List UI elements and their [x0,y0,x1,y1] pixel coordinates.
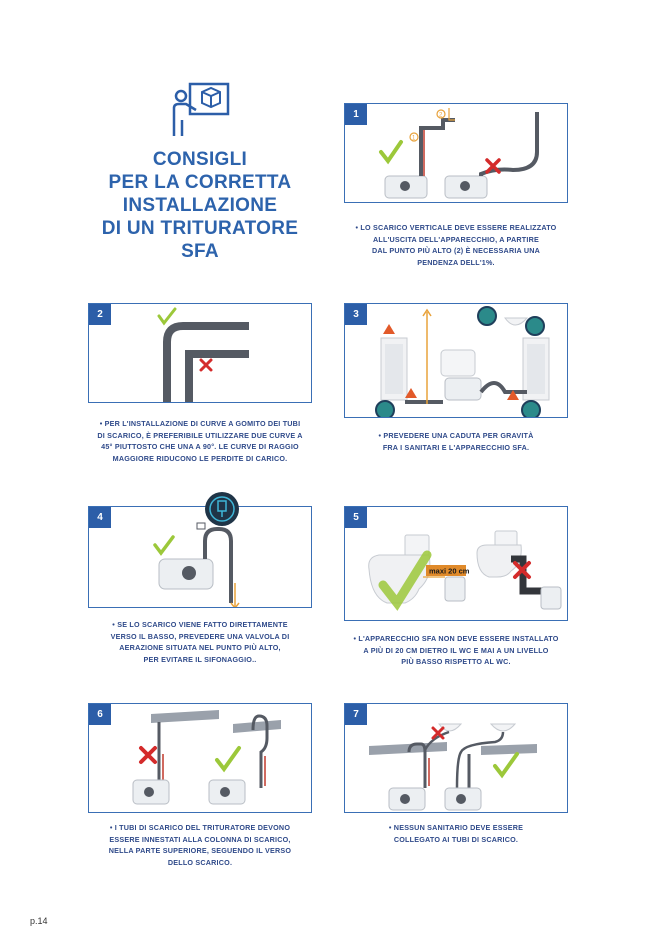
panel-4-illustration [89,507,312,608]
marker-1-label: 1 [412,135,416,142]
panel-5-caption: • L'APPARECCHIO SFA NON DEVE ESSERE INSTALLATO A PIÙ DI 20 CM DIETRO IL WC E MAI A UN LIVELLO PIÙ BASSO RISPETTO AL WC. [353,634,559,666]
air-valve-icon [202,489,242,529]
panel-3-illustration [345,304,568,418]
check-icon [159,309,175,323]
panel-number-badge: 5 [345,507,367,528]
check-icon [155,537,173,553]
cross-icon [141,748,155,762]
presentation-board-icon [170,82,232,138]
check-icon [381,142,401,161]
panel-1-illustration [345,104,568,203]
title-line: CONSIGLI [152,149,248,170]
check-icon [217,748,239,769]
panel-4 [88,506,312,608]
warning-icon [383,324,395,334]
panel-number-badge: 2 [89,304,111,325]
panel-7-illustration [345,704,568,813]
panel-5-illustration [345,507,568,621]
panel-number-badge: 6 [89,704,111,725]
panel-number-badge: 3 [345,304,367,325]
panel-5 [344,506,568,621]
panel-3-caption: • PREVEDERE UNA CADUTA PER GRAVITÀ FRA I SANITARI E L'APPARECCHIO SFA. [378,431,534,452]
panel-6 [88,703,312,813]
panel-7 [344,703,568,813]
page-number: p.14 [30,916,48,926]
panel-number-badge: 7 [345,704,367,725]
page-title [60,148,340,263]
panel-3 [344,303,568,418]
panel-1 [344,103,568,203]
check-icon [495,754,517,775]
marker-2-label: 2 [439,112,443,119]
panel-2-caption: • PER L'INSTALLAZIONE DI CURVE A GOMITO DEI TUBI DI SCARICO, È PREFERIBILE UTILIZZARE DUE CURVE A 45° PIUTTOSTO CHE UNA A 90°. LE CURVE DI RAGGIO MAGGIORE RIDUCONO LE PERDITE DI CARICO. [97,419,303,463]
cross-icon [201,360,211,370]
panel-number-badge: 1 [345,104,367,125]
panel-7-caption: • NESSUN SANITARIO DEVE ESSERE COLLEGATO AI TUBI DI SCARICO. [388,823,524,844]
panel-number-badge: 4 [89,507,111,528]
panel-1-caption: • LO SCARICO VERTICALE DEVE ESSERE REALIZZATO ALL'USCITA DELL'APPARECCHIO, A PARTIRE DAL PUNTO PIÙ ALTO (2) È NECESSARIA UNA PENDENZA DELL'1%. [355,223,557,267]
distance-label: maxi 20 cm [429,566,470,576]
title-line: SFA [181,241,219,262]
panel-2-illustration [89,304,312,403]
panel-4-caption: • SE LO SCARICO VIENE FATTO DIRETTAMENTE VERSO IL BASSO, PREVEDERE UNA VALVOLA DI AERAZIONE SITUATA NEL PUNTO PIÙ ALTO, PER EVITARE IL SIFONAGGIO.. [110,620,290,664]
title-line: PER LA CORRETTA [108,172,292,193]
panel-6-caption: • I TUBI DI SCARICO DEL TRITURATORE DEVONO ESSERE INNESTATI ALLA COLONNA DI SCARICO, NELLA PARTE SUPERIORE, SEGUENDO IL VERSO DELLO SCARICO. [108,823,292,867]
title-line: DI UN TRITURATORE [101,218,299,239]
panel-2 [88,303,312,403]
panel-6-illustration [89,704,312,813]
title-line: INSTALLAZIONE [122,195,278,216]
